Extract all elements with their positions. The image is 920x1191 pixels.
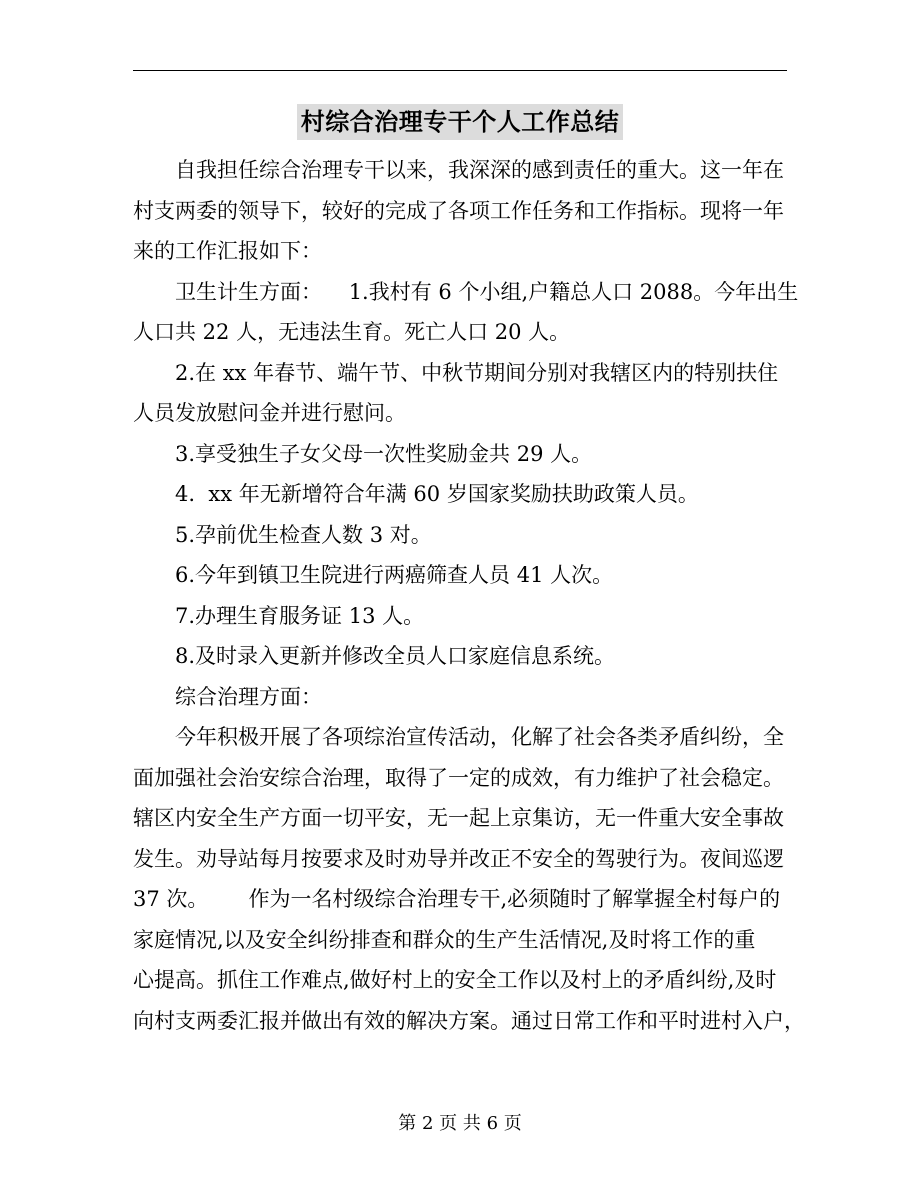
body-line: 面加强社会治安综合治理，取得了一定的成效，有力维护了社会稳定。	[133, 765, 784, 790]
body-line: 辖区内安全生产方面一切平安，无一起上京集访，无一件重大安全事故	[133, 806, 784, 830]
body-line: 8.及时录入更新并修改全员人口家庭信息系统。	[175, 644, 616, 668]
section-heading: 综合治理方面：	[175, 684, 322, 709]
body-line: 4. xx 年无新增符合年满 60 岁国家奖励扶助政策人员。	[175, 482, 699, 506]
page-number-footer: 第 2 页 共 6 页	[398, 1113, 522, 1134]
body-line: 人员发放慰问金并进行慰问。	[133, 401, 406, 425]
body-line: 心提高。抓住工作难点,做好村上的安全工作以及村上的矛盾纠纷,及时	[133, 968, 777, 992]
document-title: 村综合治理专干个人工作总结	[297, 104, 624, 140]
body-line: 村支两委的领导下，较好的完成了各项工作任务和工作指标。现将一年	[133, 198, 784, 223]
body-line: 5.孕前优生检查人数 3 对。	[175, 522, 432, 547]
body-line: 卫生计生方面： 1.我村有 6 个小组,户籍总人口 2088。今年出生	[175, 279, 799, 304]
header-rule	[133, 70, 787, 71]
body-line: 发生。劝导站每月按要求及时劝导并改正不安全的驾驶行为。夜间巡逻	[133, 846, 784, 871]
body-line: 37 次。 作为一名村级综合治理专干,必须随时了解掌握全村每户的	[133, 887, 781, 911]
title-container	[0, 104, 920, 140]
document-body	[133, 150, 805, 1041]
body-line: 6.今年到镇卫生院进行两癌筛查人员 41 人次。	[175, 563, 614, 587]
body-line: 今年积极开展了各项综治宣传活动，化解了社会各类矛盾纠纷，全	[175, 725, 784, 749]
body-line: 2.在 xx 年春节、端午节、中秋节期间分别对我辖区内的特别扶住	[175, 360, 779, 385]
body-line: 家庭情况,以及安全纠纷排查和群众的生产生活情况,及时将工作的重	[133, 927, 756, 952]
body-line: 来的工作汇报如下：	[133, 239, 322, 263]
body-line: 3.享受独生子女父母一次性奖励金共 29 人。	[175, 441, 593, 466]
body-line: 人口共 22 人，无违法生育。死亡人口 20 人。	[133, 320, 571, 344]
body-line: 向村支两委汇报并做出有效的解决方案。通过日常工作和平时进村入户，	[133, 1008, 805, 1033]
body-line: 7.办理生育服务证 13 人。	[175, 603, 425, 628]
body-line: 自我担任综合治理专干以来，我深深的感到责任的重大。这一年在	[175, 158, 784, 182]
